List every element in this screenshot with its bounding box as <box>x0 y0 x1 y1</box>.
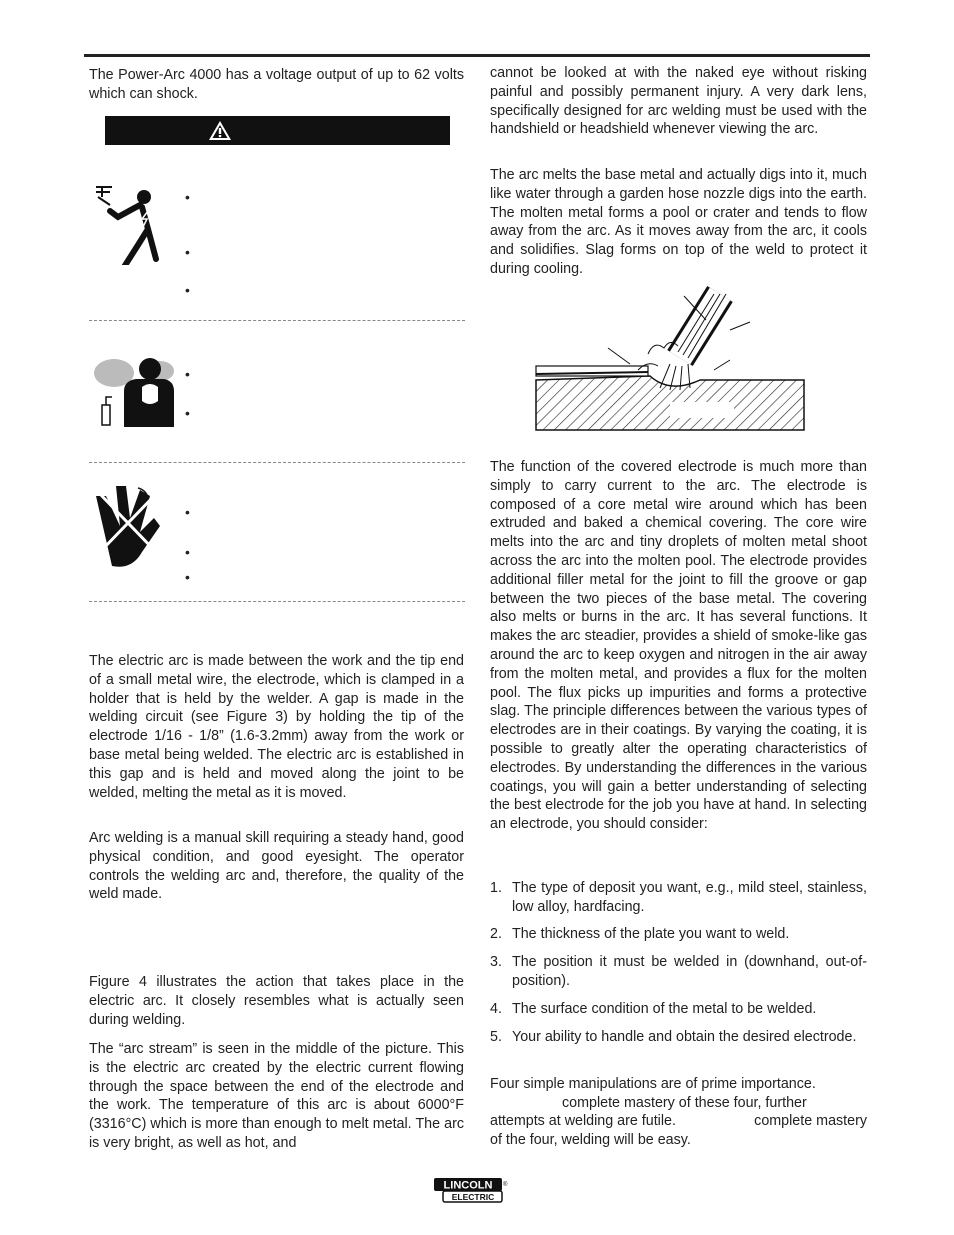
figure4-paragraph: Figure 4 illustrates the action that takes place in the electric arc. It closely resembles what is actually seen during welding. <box>89 974 464 1028</box>
list-item: 3. The position it must be welded in (downhand, out-of-position). <box>490 954 867 989</box>
list-item: 4. The surface condition of the metal to be welded. <box>490 1001 817 1017</box>
shock-bullet-2: • <box>185 244 190 260</box>
divider <box>89 601 465 602</box>
manipulations-line-3b: complete mastery <box>754 1113 867 1129</box>
rays-bullet-3: • <box>185 569 190 585</box>
divider <box>89 462 465 463</box>
electrode-paragraph: The function of the covered electrode is much more than simply to carry current to the arc. The electrode is composed of a core metal wire around which has been extruded and baked a chemical covering. The core wire melts into the arc and tiny droplets of molten metal shoot across the arc into the molten pool. The electrode provides additional filler metal for the joint to fill the groove or gap between the two pieces of the base metal. The covering also melts or burns in the arc. It has several functions. It makes the arc steadier, provides a shield of smoke-like gas around the arc to keep oxygen and nitrogen in the air away from the molten metal, and provides a flux for the molten pool. The flux picks up impurities and forms a protective slag. The principle differences between the various types of electrodes are in their coatings. By varying the coating, it is possible to greatly alter the operating characteristics of electrodes. By understanding the differences in the various coatings, you will gain a better understanding of selecting the best electrode for the job you have at hand. In selecting an electrode, you should consider: <box>490 459 867 833</box>
list-item: 5. Your ability to handle and obtain the desired electrode. <box>490 1029 857 1045</box>
manipulations-line-2: complete mastery of these four, further <box>562 1095 807 1111</box>
svg-text:®: ® <box>503 1182 508 1188</box>
lens-paragraph: cannot be looked at with the naked eye without risking painful and possibly permanent injury. A very dark lens, specifically designed for arc welding must be used with the handshield or headshield whenever viewing the arc. <box>490 65 867 138</box>
divider <box>89 320 465 321</box>
header-rule <box>84 54 870 57</box>
list-item: 1. The type of deposit you want, e.g., mild steel, stainless, low alloy, hardfacing. <box>490 880 867 915</box>
svg-text:ELECTRIC: ELECTRIC <box>451 1192 495 1202</box>
shock-bullet-3: • <box>185 282 190 298</box>
fumes-bullet-2: • <box>185 405 190 421</box>
rays-bullet-1: • <box>185 504 190 520</box>
svg-text:LINCOLN: LINCOLN <box>443 1179 493 1192</box>
electric-shock-icon <box>92 183 162 265</box>
warning-banner <box>105 116 450 145</box>
fumes-bullet-1: • <box>185 366 190 382</box>
arc-stream-paragraph: The “arc stream” is seen in the middle of the picture. This is the electric arc created by the electric current flowing through the space between the end of the electrode and the work. The temperature of this arc is about 6000°F (3316°C) which is more than enough to melt metal. The arc is very bright, as well as hot, and <box>89 1041 464 1151</box>
arc-intro-paragraph: The electric arc is made between the work and the tip end of a small metal wire, the electrode, which is clamped in a holder that is held by the welder. A gap is made in the welding circuit (see Figure 3) by holding the tip of the electrode 1/16 - 1/8” (1.6-3.2mm) away from the work or base metal being welded. The electric arc is established in this gap and is held and moved along the joint to be welded, melting the metal as it is moved. <box>89 653 464 801</box>
shock-bullet-1: • <box>185 189 190 205</box>
skill-paragraph: Arc welding is a manual skill requiring a steady hand, good physical condition, and good eyesight. The operator controls the welding arc and, therefore, the quality of the weld made. <box>89 830 464 903</box>
arc-rays-hand-icon <box>92 486 164 568</box>
arc-welding-figure <box>530 284 810 434</box>
lincoln-electric-logo <box>433 1177 509 1204</box>
warning-triangle-icon <box>208 120 232 141</box>
manipulations-line-3a: attempts at welding are futile. <box>490 1113 676 1129</box>
intro-paragraph: The Power-Arc 4000 has a voltage output of up to 62 volts which can shock. <box>89 67 464 102</box>
manipulations-line-1: Four simple manipulations are of prime importance. <box>490 1076 816 1092</box>
melt-paragraph: The arc melts the base metal and actually digs into it, much like water through a garden hose nozzle digs into the earth. The molten metal forms a pool or crater and tends to flow away from the arc. As it moves away from the arc, it cools and solidifies. Slag forms on top of the weld to protect it during cooling. <box>490 167 867 277</box>
rays-bullet-2: • <box>185 544 190 560</box>
manipulations-line-4: of the four, welding will be easy. <box>490 1132 691 1148</box>
list-item: 2. The thickness of the plate you want to weld. <box>490 926 790 942</box>
fumes-gases-icon <box>90 353 176 429</box>
